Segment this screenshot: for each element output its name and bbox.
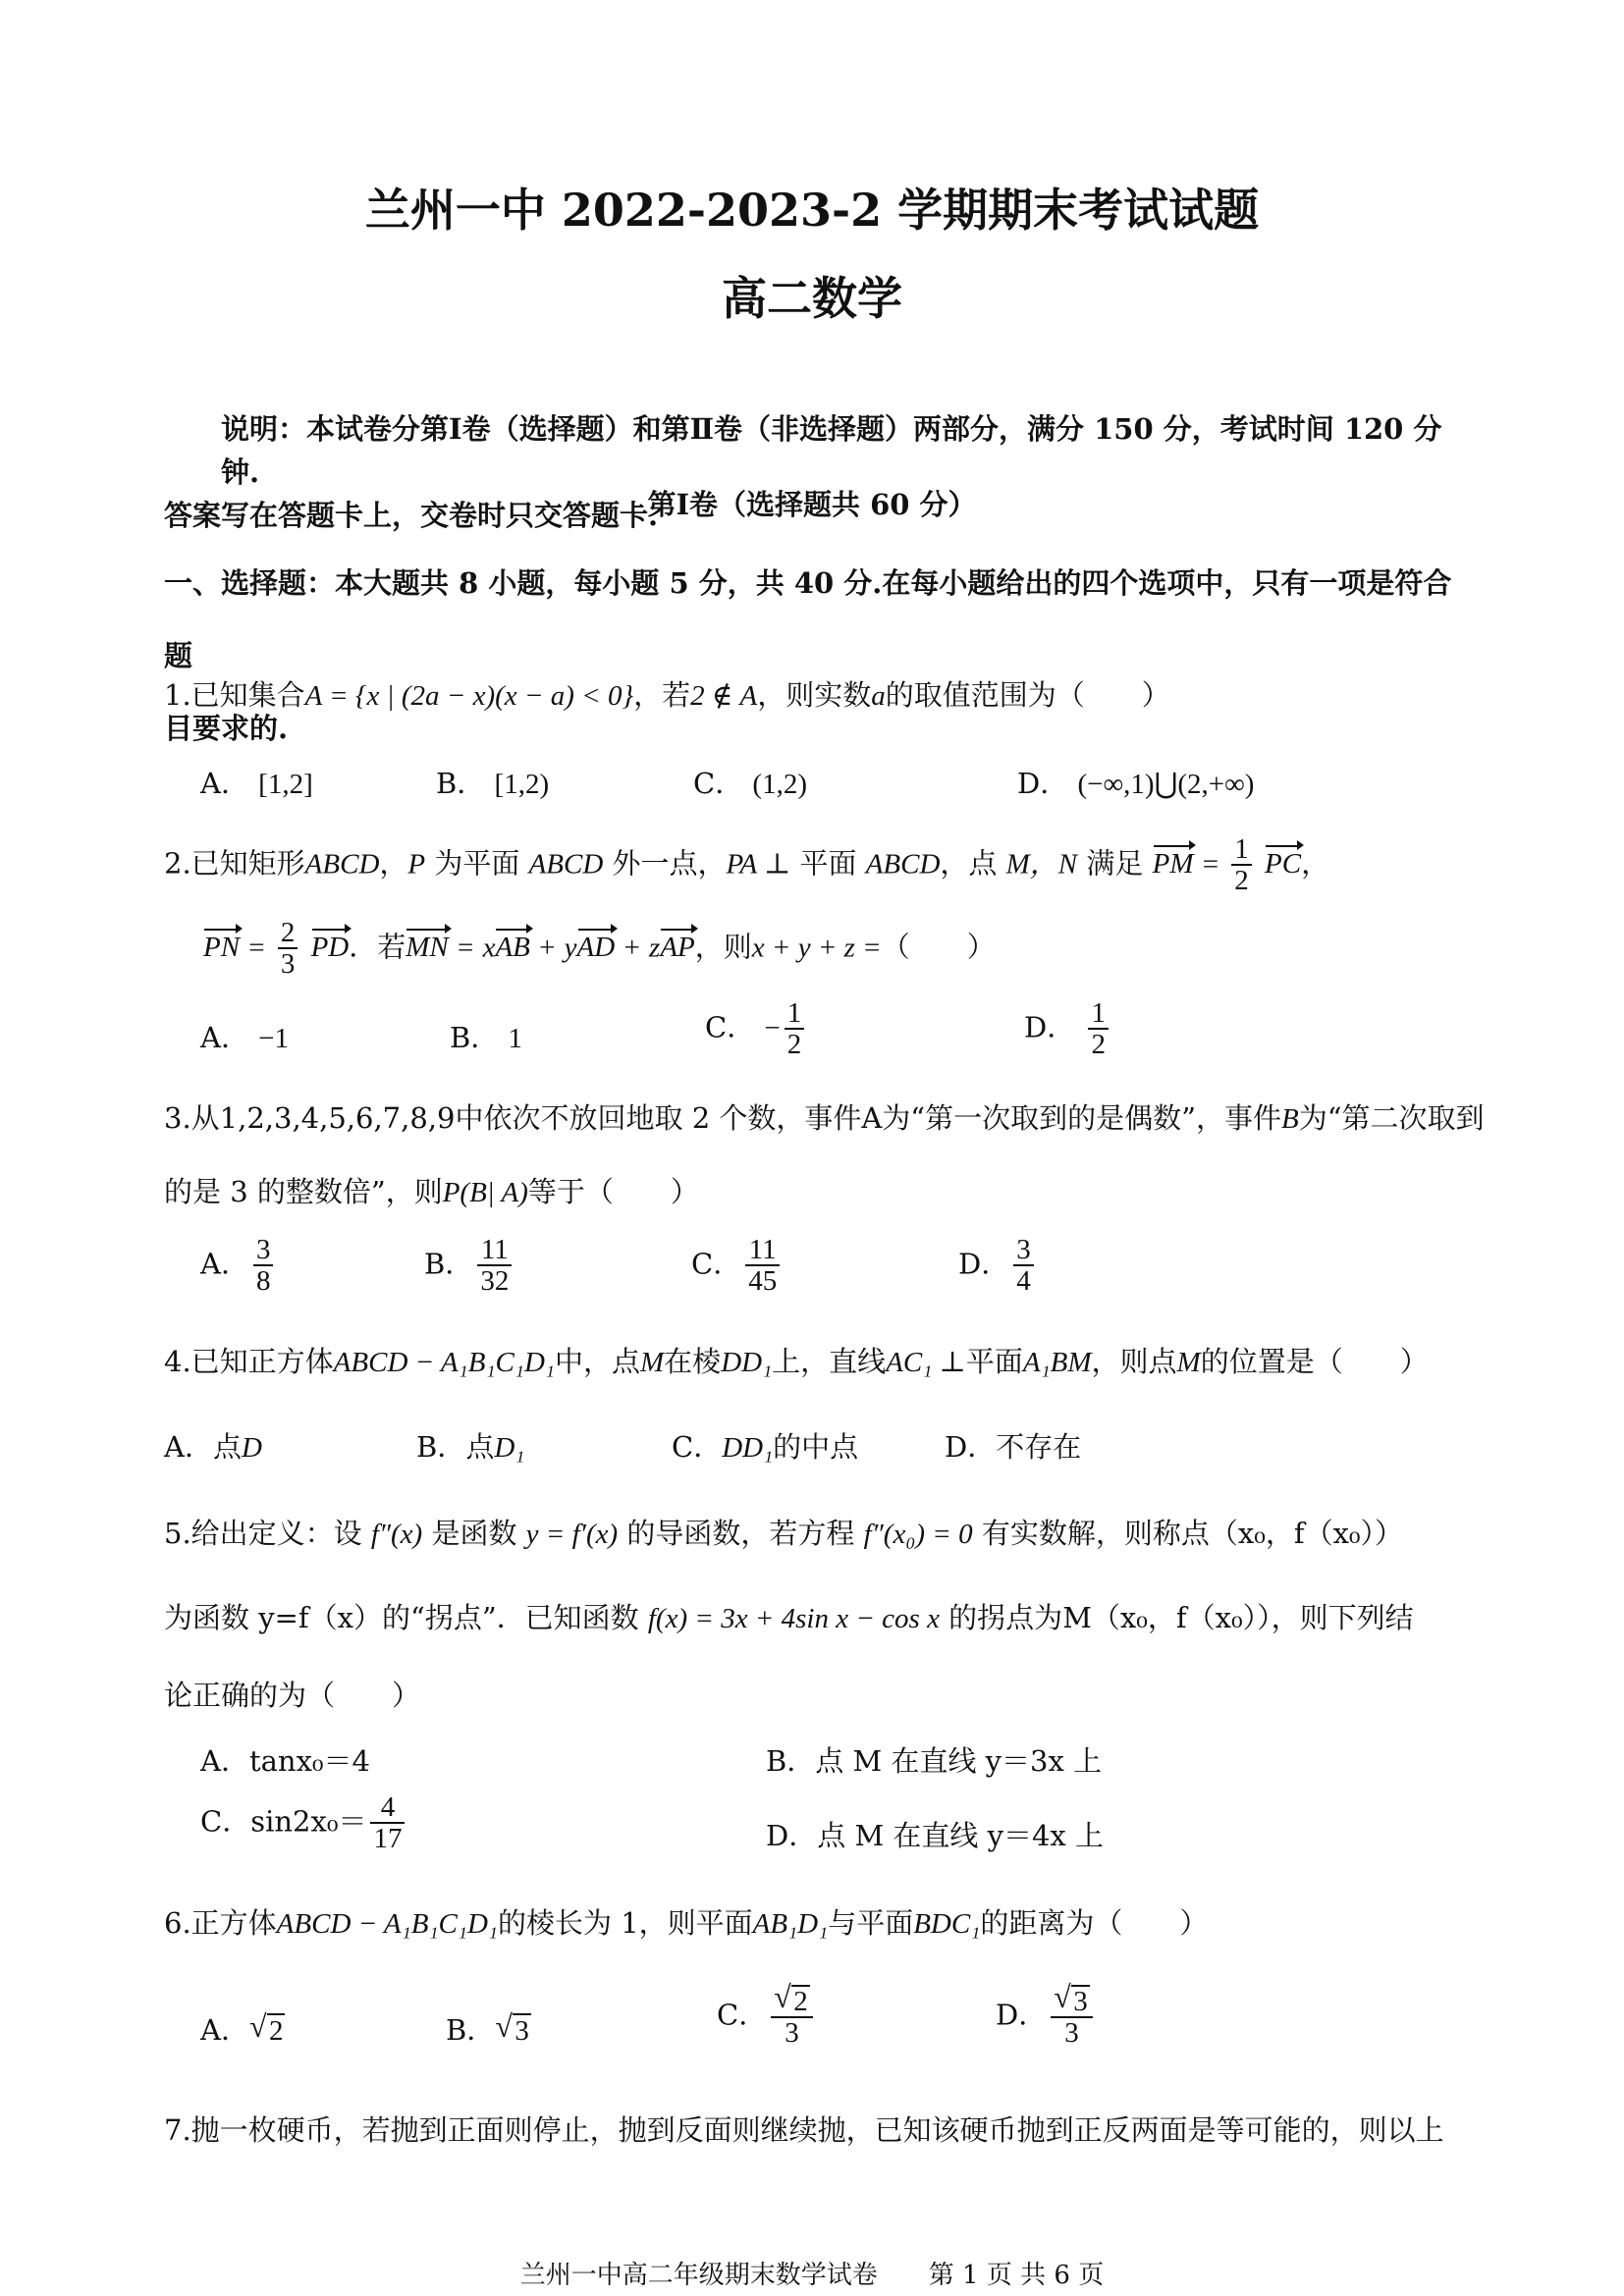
q6-math: ABCD − A₁B₁C₁D₁ — [276, 1908, 498, 1940]
q4-text: 中，点 — [554, 1345, 640, 1378]
vector-mn: MN — [406, 932, 449, 964]
q2-math: = — [457, 932, 474, 964]
fraction-one-half — [1231, 834, 1252, 896]
numerator: 11 — [477, 1235, 512, 1266]
q6-option-b — [446, 2008, 531, 2049]
option-text: 的中点 — [773, 1430, 859, 1464]
q4-option-b — [416, 1425, 524, 1466]
q2-text: 外一点， — [612, 846, 727, 881]
q1-var: a — [871, 680, 886, 712]
q1-option-c — [693, 762, 807, 802]
q2-math: + — [623, 932, 640, 964]
question-7-line-1: 7.抛一枚硬币，若抛到正面则停止，抛到反面则继续抛，已知该硬币抛到正反两面是等可能的，则以上 — [164, 2113, 1444, 2147]
q2-math: P — [407, 848, 426, 881]
q4-text: 在棱 — [664, 1345, 722, 1378]
q1-option-b — [436, 762, 549, 802]
option-letter: B． — [416, 1430, 466, 1464]
q3-text: 等于（ ） — [527, 1175, 699, 1208]
numerator — [1051, 1980, 1093, 2018]
q5-text: 5.给出定义：设 — [164, 1517, 362, 1550]
q1-mid: ，若 — [633, 678, 691, 712]
option-text: C．sin2x₀＝ — [200, 1804, 367, 1839]
sqrt-symbol — [1054, 1980, 1090, 2017]
question-3-line-2 — [164, 1170, 699, 1210]
q2-text: 为平面 — [434, 846, 520, 881]
section-title: 第Ⅰ卷（选择题共 60 分） — [647, 488, 977, 521]
fraction — [253, 1235, 274, 1297]
option-letter: A． — [200, 767, 249, 800]
vector-pm: PM — [1152, 848, 1194, 881]
q1-option-a — [200, 762, 313, 802]
q4-math: AC₁ ⊥ — [886, 1347, 966, 1378]
vector-ap: AP — [660, 932, 695, 964]
option-text: 点 — [212, 1430, 242, 1464]
sqrt-symbol — [248, 2009, 286, 2048]
q3-text: 的是 3 的整数倍”，则 — [164, 1175, 443, 1208]
q2-text: ．若 — [349, 930, 406, 964]
q2-text: （ ） — [881, 930, 996, 964]
numerator — [771, 1980, 813, 2018]
fraction — [1088, 998, 1109, 1060]
sqrt-symbol — [495, 2009, 531, 2048]
q2-math: ABCD — [304, 848, 380, 881]
q4-option-c — [672, 1425, 858, 1466]
numerator: 1 — [1088, 998, 1109, 1030]
option-letter: D． — [996, 1998, 1048, 2032]
q5-text: 的拐点为 — [948, 1601, 1063, 1634]
q6-option-d — [996, 1980, 1097, 2050]
q4-math: M — [1176, 1347, 1201, 1378]
q5-text: 有实数解，则称点（x₀，f（x₀）） — [981, 1517, 1404, 1550]
q3-text: 为“第二次取到 — [1298, 1101, 1485, 1135]
question-5-line-3: 论正确的为（ ） — [164, 1679, 421, 1712]
q5-text: 的导函数，若方程 — [626, 1517, 855, 1550]
q5-text: M（x₀，f（x₀）），则下列结 — [1062, 1601, 1414, 1634]
denominator: 3 — [1064, 2017, 1079, 2050]
fraction-two-thirds — [278, 918, 298, 980]
radical-sign: √ — [774, 1980, 791, 2014]
q3-math: B — [1280, 1103, 1299, 1135]
option-text: 点 — [465, 1430, 495, 1464]
sqrt-symbol — [774, 1980, 810, 2017]
q6-math: AB₁D₁ — [752, 1908, 829, 1940]
radical-sign: √ — [495, 2009, 513, 2044]
option-letter: D． — [958, 1247, 1010, 1281]
option-text: [1,2) — [494, 769, 550, 800]
vector-ad: AD — [576, 932, 616, 964]
numerator: 11 — [745, 1235, 780, 1266]
q2-math: = — [1202, 848, 1219, 881]
radical-sign: √ — [1054, 1980, 1071, 2014]
q2-text: 平面 — [799, 846, 857, 881]
q6-option-a — [200, 2008, 285, 2049]
question-1 — [164, 673, 1170, 714]
option-text: [1,2] — [258, 769, 313, 800]
q4-text: 4.已知正方体 — [164, 1345, 334, 1378]
q3-math: P(B| A) — [442, 1177, 528, 1208]
fraction — [1013, 1235, 1034, 1297]
question-5-line-1 — [164, 1512, 1403, 1552]
denominator: 4 — [1016, 1265, 1031, 1298]
q4-math: M — [640, 1347, 665, 1378]
part-heading — [164, 547, 1470, 765]
vector-pn: PN — [203, 932, 241, 964]
vector-pc: PC — [1265, 848, 1302, 881]
q4-text: 平面 — [965, 1345, 1023, 1378]
option-math: DD₁ — [722, 1432, 774, 1464]
q2-math: ABCD — [528, 848, 604, 881]
q2-option-b — [450, 1016, 522, 1056]
option-sign: − — [764, 1012, 781, 1044]
q5-option-a: A．tanx₀＝4 — [200, 1744, 370, 1778]
q2-math: M，N — [1005, 848, 1078, 881]
q2-text: 满足 — [1086, 846, 1144, 881]
option-text: 不存在 — [996, 1430, 1082, 1464]
q4-text: 的位置是（ ） — [1200, 1345, 1429, 1378]
q4-math: A₁BM — [1022, 1347, 1092, 1378]
q6-math: BDC₁ — [913, 1908, 981, 1940]
page-footer: 兰州一中高二年级期末数学试卷 第 1 页 共 6 页 — [519, 2261, 1105, 2290]
radicand: 2 — [268, 2015, 284, 2047]
fraction — [370, 1792, 405, 1854]
numerator: 1 — [785, 998, 805, 1030]
question-5-line-2 — [164, 1596, 1414, 1636]
denominator: 2 — [1091, 1029, 1106, 1061]
q2-text: ，点 — [940, 846, 998, 881]
option-letter: A． — [164, 1430, 213, 1464]
denominator: 17 — [373, 1823, 403, 1855]
denominator: 2 — [786, 1029, 802, 1061]
q6-text: 6.正方体 — [164, 1906, 277, 1940]
q5-text: 为函数 y=f（x）的“拐点”．已知函数 — [164, 1601, 639, 1634]
q4-option-d — [945, 1425, 1081, 1466]
q2-math: x — [482, 932, 496, 964]
q5-text: 是函数 — [431, 1517, 517, 1550]
q6-text: 的距离为（ ） — [980, 1906, 1209, 1940]
q4-math: DD₁ — [721, 1347, 773, 1378]
option-letter: C． — [672, 1430, 723, 1464]
q1-set: A = {x | (2a − x)(x − a) < 0} — [304, 680, 634, 712]
q5-math: f(x) = 3x + 4sin x − cos x — [647, 1603, 940, 1634]
option-math: D — [241, 1432, 262, 1464]
denominator: 3 — [785, 2017, 799, 2050]
option-letter: C． — [691, 1247, 742, 1281]
denominator: 2 — [1234, 865, 1249, 897]
q3-text: 3.从1,2,3,4,5,6,7,8,9中依次不放回地取 2 个数，事件A为“第一次取到的是偶数”，事件 — [164, 1101, 1281, 1135]
instructions-line-1: 说明：本试卷分第Ⅰ卷（选择题）和第Ⅱ卷（非选择题）两部分，满分 150 分，考试时间 120 分钟. — [221, 412, 1442, 489]
option-letter: C． — [705, 1010, 756, 1044]
numerator: 3 — [1013, 1235, 1034, 1266]
q4-math: ABCD − A₁B₁C₁D₁ — [333, 1347, 555, 1378]
q6-option-c — [717, 1980, 817, 2050]
denominator: 3 — [280, 948, 296, 981]
option-letter: C． — [717, 1998, 768, 2032]
option-text: −1 — [258, 1023, 290, 1054]
option-letter: A． — [200, 1021, 249, 1054]
q5-option-c — [200, 1792, 408, 1854]
numerator: 1 — [1231, 834, 1252, 866]
option-letter: A． — [200, 1247, 249, 1281]
q1-suffix: 的取值范围为（ ） — [885, 678, 1170, 712]
option-text: 1 — [508, 1023, 523, 1054]
q3-option-c — [691, 1235, 784, 1297]
fraction — [771, 1980, 813, 2050]
fraction — [785, 998, 805, 1060]
instructions-line-2: 答案写在答题卡上，交卷时只交答题卡. — [164, 499, 659, 532]
q5-math: f″(x) — [370, 1519, 423, 1550]
option-letter: D． — [1017, 767, 1069, 800]
q4-option-a — [164, 1425, 262, 1466]
q2-option-d — [1024, 998, 1112, 1060]
question-3-line-1 — [164, 1096, 1485, 1137]
denominator: 45 — [748, 1265, 778, 1298]
part-heading-line-1: 一、选择题：本大题共 8 小题，每小题 5 分，共 40 分.在每小题给出的四个选项中，只有一项是符合题 — [164, 566, 1452, 672]
q2-math: x + y + z = — [751, 932, 882, 964]
q6-text: 的棱长为 1，则平面 — [497, 1906, 753, 1940]
option-letter: B． — [424, 1247, 474, 1281]
q2-option-a — [200, 1016, 289, 1056]
q2-text: ， — [1301, 846, 1330, 881]
q5-option-b: B．点 M 在直线 y＝3x 上 — [766, 1744, 1103, 1778]
exam-subject: 高二数学 — [722, 272, 902, 325]
q1-mid2: ，则实数 — [757, 678, 872, 712]
option-text: (1,2) — [752, 769, 807, 800]
option-letter: D． — [1024, 1010, 1076, 1044]
q6-text: 与平面 — [828, 1906, 914, 1940]
q2-math: + — [539, 932, 556, 964]
option-letter: A． — [200, 2013, 249, 2047]
q5-math: f″(x₀) = 0 — [863, 1519, 973, 1550]
q1-prefix: 1.已知集合 — [164, 678, 305, 712]
option-letter: D． — [945, 1430, 997, 1464]
q2-math: = — [248, 932, 265, 964]
question-2-line-1: 2.已知矩形ABCD，P 为平面 ABCD 外一点，PA ⊥ 平面 ABCD，点 M，N 满足 PM = $\frac{1}{2}$ PC， — [164, 833, 1330, 897]
q2-text: ，则 — [694, 930, 752, 964]
q5-math: y = f′(x) — [525, 1519, 619, 1550]
option-letter: B． — [446, 2013, 496, 2047]
part-heading-line-2: 目要求的. — [164, 712, 289, 745]
numerator: 4 — [370, 1792, 405, 1824]
vector-ab: AB — [495, 932, 530, 964]
q4-text: ，则点 — [1091, 1345, 1177, 1378]
numerator: 3 — [253, 1235, 274, 1266]
denominator: 8 — [255, 1265, 271, 1298]
numerator: 2 — [278, 918, 298, 949]
option-letter: B． — [450, 1021, 500, 1054]
q5-option-d: D．点 M 在直线 y＝4x 上 — [766, 1819, 1105, 1852]
radicand: 2 — [793, 1986, 808, 2017]
q2-math: ABCD — [865, 848, 941, 881]
option-math: D₁ — [494, 1432, 525, 1464]
exam-title: 兰州一中 2022-2023-2 学期期末考试试题 — [364, 184, 1260, 237]
q2-math: y — [564, 932, 577, 964]
q2-math: PA ⊥ — [726, 848, 791, 881]
vector-pd: PD — [310, 932, 350, 964]
radicand: 3 — [514, 2015, 529, 2047]
q3-option-b — [424, 1235, 515, 1297]
q1-option-d — [1017, 762, 1254, 802]
option-text: (−∞,1)⋃(2,+∞) — [1077, 769, 1255, 800]
radicand: 3 — [1073, 1986, 1088, 2017]
q3-option-d — [958, 1235, 1038, 1297]
radical-sign: √ — [248, 2009, 267, 2044]
fraction — [745, 1235, 780, 1297]
q2-option-c — [705, 998, 808, 1060]
question-4 — [164, 1340, 1429, 1380]
denominator: 32 — [480, 1265, 510, 1298]
fraction — [477, 1235, 512, 1297]
option-letter: B． — [436, 767, 486, 800]
q4-text: 上，直线 — [772, 1345, 887, 1378]
option-letter: C． — [693, 767, 744, 800]
q1-condition: 2 ∉ A — [690, 680, 758, 712]
question-6 — [164, 1901, 1208, 1942]
fraction — [1051, 1980, 1093, 2050]
question-2-line-2 — [164, 918, 996, 980]
q3-option-a — [200, 1235, 277, 1297]
q2-text: 2.已知矩形 — [164, 846, 305, 881]
q2-math: z — [649, 932, 661, 964]
